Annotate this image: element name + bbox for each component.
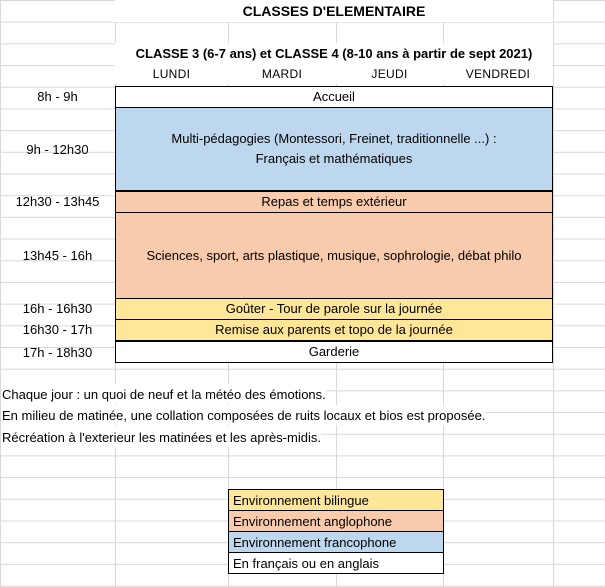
activity-block-gouter: Goûter - Tour de parole sur la journée xyxy=(115,298,553,320)
day-header-vendredi: VENDREDI xyxy=(443,64,553,84)
legend-francophone: Environnement francophone xyxy=(228,531,444,553)
time-label: 16h30 - 17h xyxy=(22,322,93,337)
grid-column-line xyxy=(553,0,554,587)
activity-block-multi-pedagogies xyxy=(115,107,553,191)
legend-anglophone: Environnement anglophone xyxy=(228,510,444,532)
legend-bilingue: Environnement bilingue xyxy=(228,489,444,511)
day-header-jeudi: JEUDI xyxy=(336,64,443,84)
time-label: 16h - 16h30 xyxy=(22,301,93,316)
activity-block-accueil: Accueil xyxy=(115,86,553,108)
activity-text: Multi-pédagogies (Montessori, Freinet, traditionnelle ...) : xyxy=(171,131,497,146)
activity-text: Français et mathématiques xyxy=(255,151,413,166)
activity-block-garderie: Garderie xyxy=(115,341,553,363)
note-line: Récréation à l'exterieur les matinées et les après-midis. xyxy=(2,427,321,447)
day-header-mardi: MARDI xyxy=(228,64,336,84)
time-label: 9h - 12h30 xyxy=(26,141,89,157)
time-label: 13h45 - 16h xyxy=(22,247,93,263)
time-label: 8h - 9h xyxy=(37,89,78,104)
note-line: En milieu de matinée, une collation composées de ruits locaux et bios est proposée. xyxy=(2,405,485,425)
day-header-lundi: LUNDI xyxy=(115,64,228,84)
page-title: CLASSES D'ELEMENTAIRE xyxy=(115,0,553,22)
activity-block-remise: Remise aux parents et topo de la journée xyxy=(115,319,553,341)
legend-francais-anglais: En français ou en anglais xyxy=(228,552,444,574)
time-label: 12h30 - 13h45 xyxy=(15,194,100,209)
time-label: 17h - 18h30 xyxy=(22,344,93,360)
page-subtitle: CLASSE 3 (6-7 ans) et CLASSE 4 (8-10 ans à partir de sept 2021) xyxy=(115,43,553,64)
note-line: Chaque jour : un quoi de neuf et la météo des émotions. xyxy=(2,384,326,404)
activity-block-repas: Repas et temps extérieur xyxy=(115,191,553,213)
activity-block-sciences: Sciences, sport, arts plastique, musique, sophrologie, débat philo xyxy=(115,212,553,299)
